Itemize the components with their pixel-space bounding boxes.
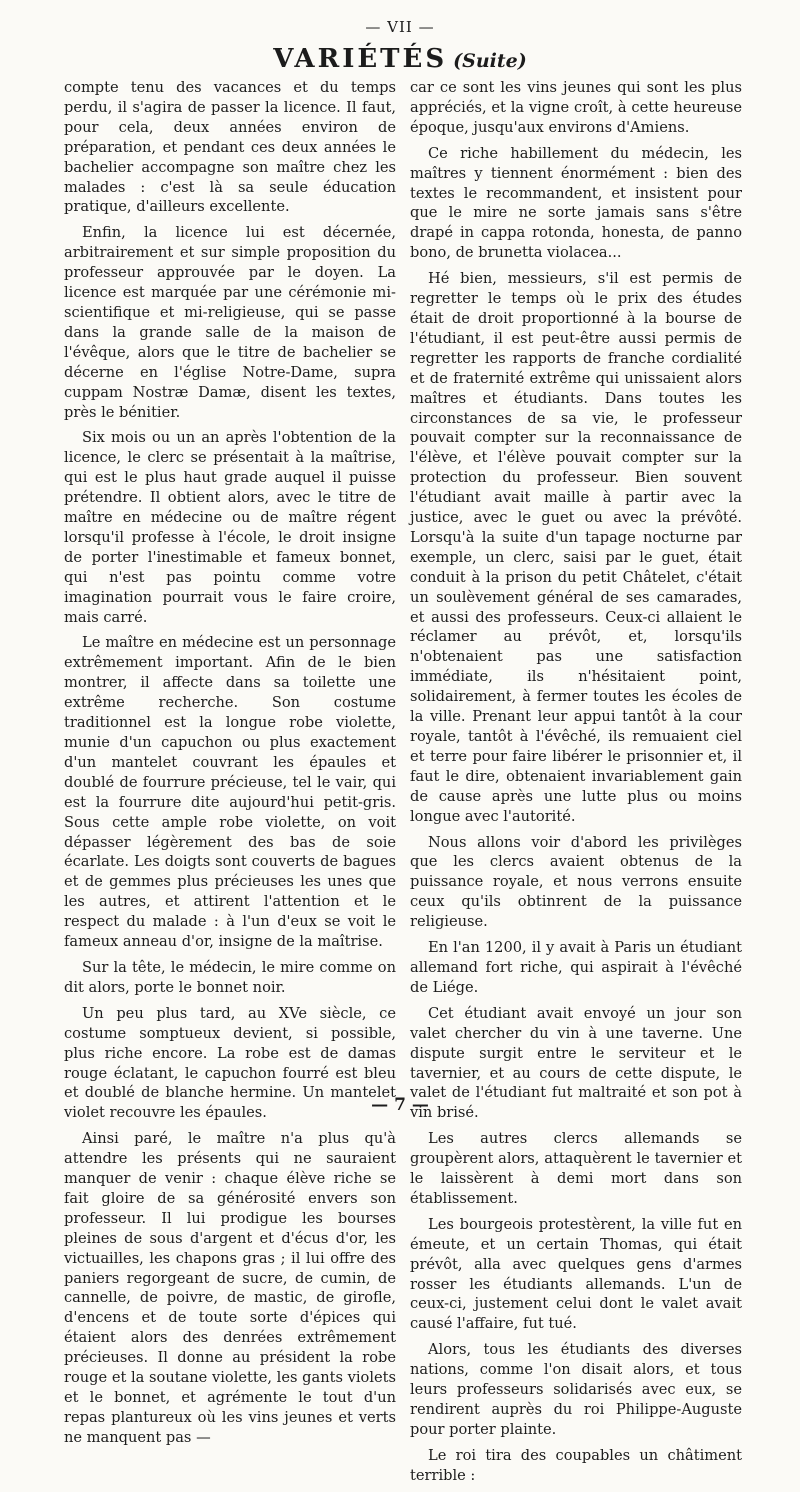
section-subtitle: (Suite) — [453, 50, 527, 72]
section-header — [0, 44, 800, 74]
paragraph: Les autres clercs allemands se groupèrent alors, attaquèrent le tavernier et le laissèrent à demi mort dans son établissement. — [410, 1130, 742, 1207]
paragraph: Enfin, la licence lui est décernée, arbitrairement et sur simple proposition du professeur approuvée par le doyen. La licence est marquée par une cérémonie mi-scientifique et mi-religieuse, qui se passe dans la grande salle de la maison de l'évêque, alors que le titre de bachelier se décerne en l'église Notre-Dame, supra cuppam Nostræ Damæ, disent les textes, près le bénitier. — [64, 224, 396, 421]
paragraph: car ce sont les vins jeunes qui sont les plus appréciés, et la vigne croît, à cette heureuse époque, jusqu'aux environs d'Amiens. — [410, 79, 742, 136]
roman-page-number: — VII — — [365, 18, 435, 36]
paragraph: Alors, tous les étudiants des diverses nations, comme l'on disait alors, et tous leurs professeurs solidarisés avec eux, se rendirent auprès du roi Philippe-Auguste pour porter plainte. — [410, 1341, 742, 1438]
paragraph: Cet étudiant avait envoyé un jour son valet chercher du vin à une taverne. Une dispute surgit entre le serviteur et le tavernier, et au cours de cette dispute, le valet de l'étudiant fut maltraité et son pot à vin brisé. — [410, 1004, 742, 1122]
right-column — [410, 78, 742, 1492]
paragraph: Le roi tira des coupables un châtiment terrible : — [410, 1446, 742, 1484]
paragraph: Six mois ou un an après l'obtention de la licence, le clerc se présentait à la maîtrise, qui est le plus haut grade auquel il puisse prétendre. Il obtient alors, avec le titre de maître en médecine ou de maître régent lorsqu'il professe à l'école, le droit insigne de porter l'inestimable et fameux bonnet, qui n'est pas pointu comme votre imagination pourrait vous le faire croire, mais carré. — [64, 429, 396, 626]
paragraph: Nous allons voir d'abord les privilèges que les clercs avaient obtenus de la puissance royale, et nous verrons ensuite ceux qu'ils obtinrent de la puissance religieuse. — [410, 833, 742, 931]
paragraph: Sur la tête, le médecin, le mire comme on dit alors, porte le bonnet noir. — [64, 958, 396, 996]
paragraph: Ainsi paré, le maître n'a plus qu'à attendre les présents qui ne sauraient manquer de venir : chaque élève riche se fait gloire de sa générosité envers son professeur. Il lui prodigue les bourses pleines de sous d'argent et d'écus d'or, les victuailles, les chapons gras ; il lui offre des paniers regorgeant de sucre, de cumin, de cannelle, de poivre, de mastic, de girofle, d'encens et de toute sorte d'épices qui étaient alors des denrées extrêmement précieuses. Il donne au président la robe rouge et la soutane violette, les gants violets et le bonnet, et agrémente le tout d'un repas plantureux où les vins jeunes et verts ne manquent pas — — [64, 1130, 396, 1446]
paragraph: Hé bien, messieurs, s'il est permis de regretter le temps où le prix des études était de droit proportionné à la bourse de l'étudiant, il est peut-être aussi permis de regretter les rapports de franche cordialité et de fraternité extrême qui unissaient alors maîtres et étudiants. Dans toutes les circonstances de sa vie, le professeur pouvait compter sur la reconnaissance de l'élève, et l'élève pouvait compter sur la protection du professeur. Bien souvent l'étudiant avait maille à partir avec la justice, avec le guet ou avec la prévôté. Lorsqu'à la suite d'un tapage nocturne par exemple, un clerc, saisi par le guet, était conduit à la prison du petit Châtelet, c'était un soulèvement général de ses camarades, et aussi des professeurs. Ceux-ci allaient le réclamer au prévôt, et, lorsqu'ils n'obtenaient pas une satisfaction immédiate, ils n'hésitaient point, solidairement, à fermer toutes les écoles de la ville. Prenant leur appui tantôt à la cour royale, tantôt à l'évêché, ils remuaient ciel et terre pour faire libérer le prisonnier et, il faut le dire, obtenaient invariablement gain de cause après une lutte plus ou moins longue avec l'autorité. — [410, 270, 742, 825]
left-column — [64, 78, 396, 1454]
page-number: — 7 — — [371, 1095, 429, 1115]
paragraph: Les bourgeois protestèrent, la ville fut en émeute, et un certain Thomas, qui était prévôt, alla avec quelques gens d'armes rosser les étudiants allemands. L'un de ceux-ci, justement celui dont le valet avait causé l'affaire, fut tué. — [410, 1215, 742, 1333]
paragraph: Ce riche habillement du médecin, les maîtres y tiennent énormément : bien des textes le recommandent, et insistent pour que le mire ne sorte jamais sans s'être drapé in cappa rotonda, honesta, de panno bono, de brunetta violacea... — [410, 144, 742, 262]
paragraph: Un peu plus tard, au XVe siècle, ce costume somptueux devient, si possible, plus riche encore. La robe est de damas rouge éclatant, le capuchon fourré est bleu et doublé de blanche hermine. Un mantelet violet recouvre les épaules. — [64, 1004, 396, 1122]
paragraph: compte tenu des vacances et du temps perdu, il s'agira de passer la licence. Il faut, pour cela, deux années environ de préparation, et pendant ces deux années le bachelier accompagne son maître chez les malades : c'est là sa seule éducation pratique, d'ailleurs excellente. — [64, 79, 396, 216]
paragraph: En l'an 1200, il y avait à Paris un étudiant allemand fort riche, qui aspirait à l'évêché de Liége. — [410, 939, 742, 996]
section-title: VARIÉTÉS — [273, 44, 448, 74]
paragraph: Le maître en médecine est un personnage extrêmement important. Afin de le bien montrer, il affecte dans sa toilette une extrême recherche. Son costume traditionnel est la longue robe violette, munie d'un capuchon ou plus exactement d'un mantelet couvrant les épaules et doublé de fourrure précieuse, tel le vair, qui est la fourrure dite aujourd'hui petit-gris. Sous cette ample robe violette, on voit dépasser légèrement des bas de soie écarlate. Les doigts sont couverts de bagues et de gemmes plus précieuses les unes que les autres, et attirent l'attention et le respect du malade : à l'un d'eux se voit le fameux anneau d'or, insigne de la maîtrise. — [64, 634, 396, 951]
